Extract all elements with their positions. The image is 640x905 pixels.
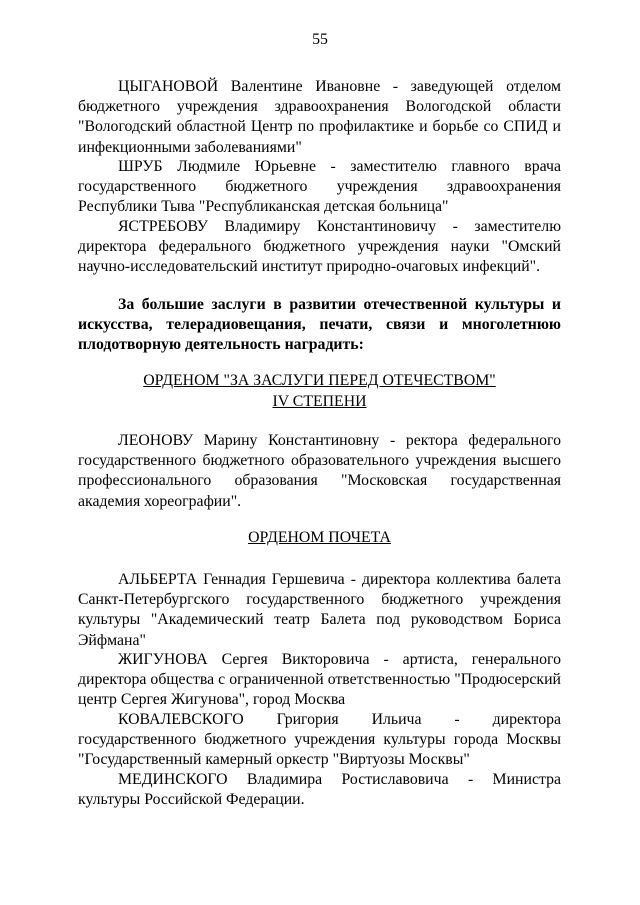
award-entry-medinsky: МЕДИНСКОГО Владимира Ростиславовича - Министра культуры Российской Федерации. [78,771,561,809]
award-entry-shrub: ШРУБ Людмиле Юрьевне - заместителю главного врача государственного бюджетного учреждения здравоохранения Республики Тыва "Республиканская детская больница" [78,158,561,216]
order-heading-merit-line2: IV СТЕПЕНИ [272,392,367,410]
order-heading-honor [78,528,561,549]
order-heading-merit [78,371,561,412]
award-entry-alberta: АЛЬБЕРТА Геннадия Гершевича - директора коллектива балета Санкт-Петербургского государственного бюджетного учреждения культуры "Академический театр Балета под руководством Бориса Эйфмана" [78,571,561,649]
award-entry-tsyganova: ЦЫГАНОВОЙ Валентине Ивановне - заведующей отделом бюджетного учреждения здравоохранения Вологодской области "Вологодский областной Центр по профилактике и борьбе со СПИД и инфекционными заболеваниями" [78,78,561,156]
order-heading-merit-line1: ОРДЕНОМ "ЗА ЗАСЛУГИ ПЕРЕД ОТЕЧЕСТВОМ" [143,372,496,389]
award-entry-leonova: ЛЕОНОВУ Марину Константиновну - ректора федерального государственного бюджетного образовательного учреждения высшего профессионального образования "Московская государственная академия хореографии". [78,432,561,510]
award-intro: За большие заслуги в развитии отечественной культуры и искусства, телерадиовещания, печати, связи и многолетнюю плодотворную деятельность наградить: [78,296,561,354]
award-entry-zhigunov: ЖИГУНОВА Сергея Викторовича - артиста, генерального директора общества с ограниченной ответственностью "Продюсерский центр Сергея Жигунова", город Москва [78,651,561,709]
order-heading-honor-text: ОРДЕНОМ ПОЧЕТА [248,529,391,546]
award-entry-kovalevsky: КОВАЛЕВСКОГО Григория Ильича - директора государственного бюджетного учреждения культуры города Москвы "Государственный камерный оркестр "Виртуозы Москвы" [78,711,561,769]
page-number: 55 [312,31,328,48]
award-entry-yastrebov: ЯСТРЕБОВУ Владимиру Константиновичу - заместителю директора федерального бюджетного учреждения науки "Омский научно-исследовательский институт природно-очаговых инфекций". [78,218,561,276]
